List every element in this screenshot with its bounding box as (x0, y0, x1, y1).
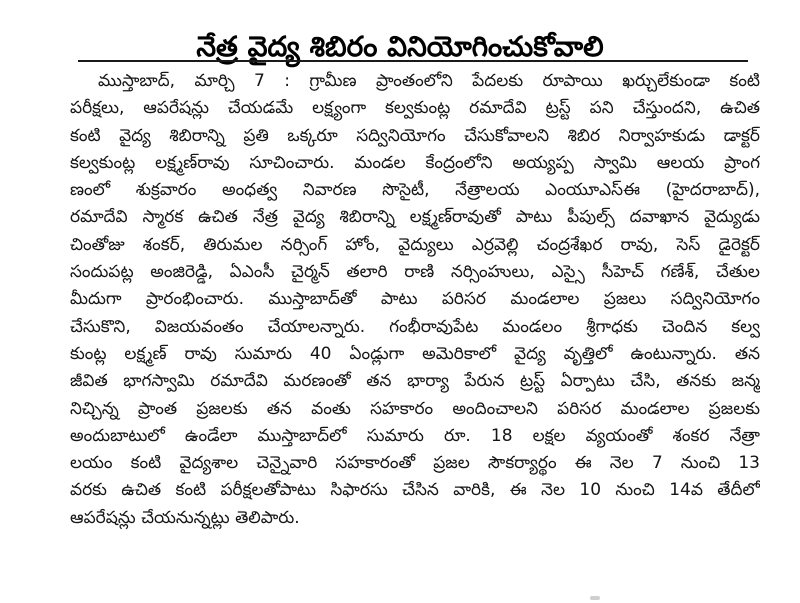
article-line: మీదుగా ప్రారంభించారు. ముస్తాబాద్‌తో పాటు పరిసర మండలాల ప్రజలు సద్వినియోగం (70, 289, 760, 310)
article-line: అందుబాటులో ఉండేలా ముస్తాబాద్‌లో సుమారు రూ. 18 లక్షల వ్యయంతో శంకర నేత్రా (70, 425, 760, 446)
article-line: కల్వకుంట్ల లక్ష్మణ్‌రావు సూచించారు. మండల కేంద్రంలోని అయ్యప్ప స్వామి ఆలయ ప్రాంగ (70, 152, 760, 173)
article-line: చేసుకొని, విజయవంతం చేయాలన్నారు. గంభీరావుపేట మండలం శ్రీగాధకు చెందిన కల్వ (70, 316, 760, 337)
article-body (70, 68, 760, 532)
article-line: వరకు ఉచిత కంటి పరీక్షలతోపాటు సిఫారసు చేసిన వారికి, ఈ నెల 10 నుంచి 14వ తేదీలో (70, 480, 760, 501)
article-line: జీవిత భాగస్వామి రమాదేవి మరణంతో తన భార్యా పేరున ట్రస్ట్ ఏర్పాటు చేసి, తనకు జన్మ (70, 371, 760, 392)
article-line: ఆపరేషన్లు చేయనున్నట్లు తెలిపారు. (70, 507, 300, 528)
article-line: లయం కంటి వైద్యశాల చెన్నైవారి సహకారంతో ప్రజల సౌకర్యార్థం ఈ నెల 7 నుంచి 13 (70, 453, 760, 474)
headline-divider (78, 60, 748, 62)
article-line: ముస్తాబాద్, మార్చి 7 : గ్రామీణ ప్రాంతంలోని పేదలకు రూపాయి ఖర్చులేకుండా కంటి (98, 71, 760, 91)
article-line: నిచ్చిన్న ప్రాంత ప్రజలకు తన వంతు సహకారం అందించాలని పరిసర మండలాల ప్రజలకు (70, 398, 760, 419)
article-line: చింతోజు శంకర్, తిరుమల నర్సింగ్ హోం, వైద్యులు ఎర్రవెల్లి చంద్రశేఖర రావు, సెస్ డైరెక్టర్ (70, 234, 760, 255)
article-line: ణంలో శుక్రవారం అంధత్వ నివారణ సొసైటీ, నేత్రాలయ ఎంయూఎస్ఈ (హైదరాబాద్), (70, 180, 760, 201)
article-line: సందుపట్ల అంజిరెడ్డి, ఏఎంసీ చైర్మన్ తలారి రాణి నర్సింహులు, ఎస్సై సీహెచ్ గణేశ్, చేతుల (70, 262, 760, 283)
article-line: కుంట్ల లక్ష్మణ్ రావు సుమారు 40 ఏండ్లుగా అమెరికాలో వైద్య వృత్తిలో ఉంటున్నారు. తన (70, 343, 760, 364)
scan-artifact (590, 596, 600, 600)
article-line: పరీక్షలు, ఆపరేషన్లు చేయడమే లక్ష్యంగా కల్వకుంట్ల రమాదేవి ట్రస్ట్ పని చేస్తుందని, ఉచిత (70, 98, 760, 119)
article-line: కంటి వైద్య శిబిరాన్ని ప్రతి ఒక్కరూ సద్వినియోగం చేసుకోవాలని శిబిర నిర్వాహకుడు డాక్టర్ (70, 125, 760, 146)
article-headline: నేత్ర వైద్య శిబిరం వినియోగించుకోవాలి (196, 29, 604, 63)
article-line: రమాదేవి స్మారక ఉచిత నేత్ర వైద్య శిబిరాన్ని లక్ష్మణ్‌రావుతో పాటు పీపుల్స్ దవాఖాన వైద్యుడు (70, 207, 760, 228)
